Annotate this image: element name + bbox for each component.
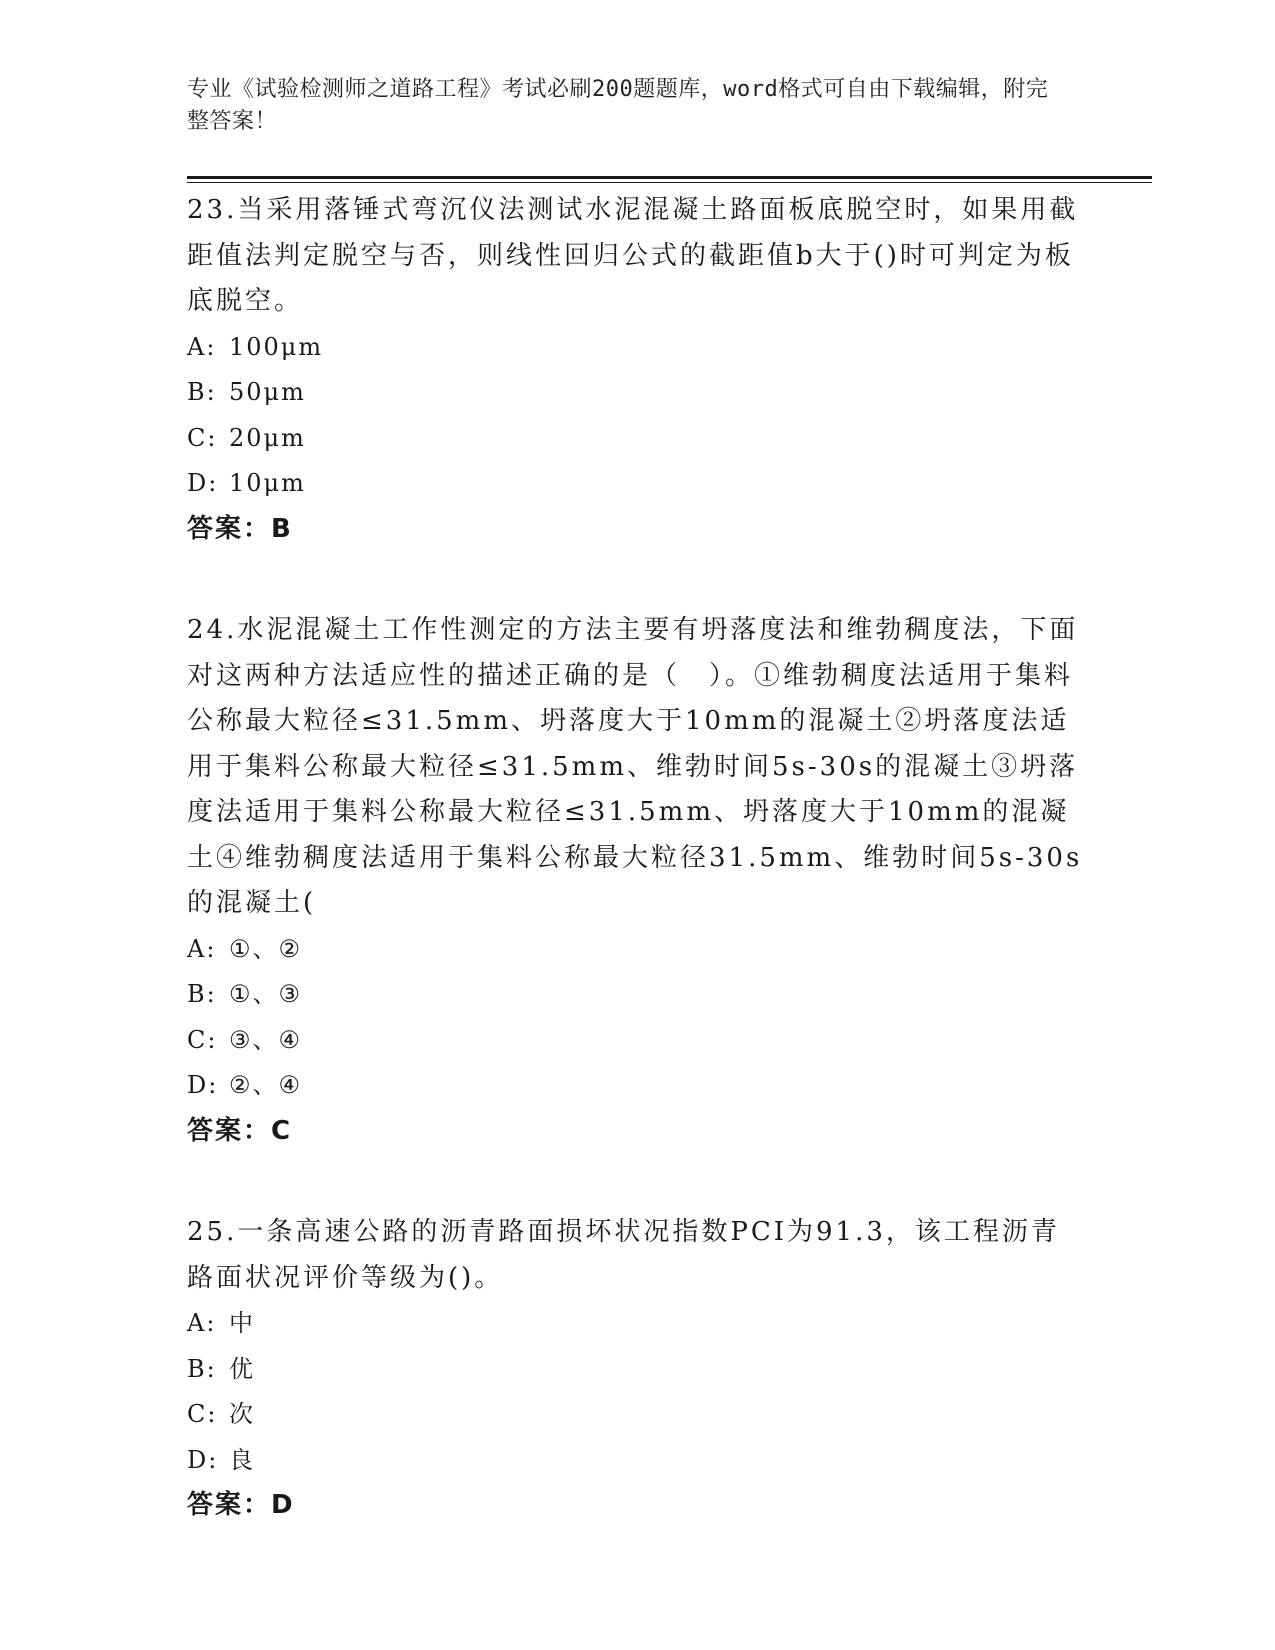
- option-letter: C:: [187, 1025, 218, 1054]
- option-b: [187, 1347, 1087, 1393]
- option-letter: A:: [187, 332, 217, 361]
- option-letter: D:: [187, 1071, 219, 1099]
- option-letter: C:: [187, 1400, 218, 1428]
- option-text: 良: [229, 1445, 255, 1474]
- header-divider-thick: [187, 176, 1152, 179]
- document-header: 专业《试验检测师之道路工程》考试必刷200题题库，word格式可自由下载编辑，附完整答案！: [187, 77, 1049, 134]
- question-23: [187, 188, 1087, 552]
- question-stem: 23.当采用落锤式弯沉仪法测试水泥混凝土路面板底脱空时，如果用截距值法判定脱空与否，则线性回归公式的截距值b大于()时可判定为板底脱空。: [187, 195, 1079, 316]
- answer-line: 答案：D: [187, 1490, 295, 1520]
- option-text: 优: [229, 1354, 255, 1383]
- option-text: 10μm: [229, 469, 306, 497]
- header-divider-thin: [187, 182, 1152, 183]
- option-letter: C:: [187, 423, 218, 452]
- option-letter: A:: [187, 1309, 217, 1337]
- option-text: ③、④: [229, 1025, 303, 1054]
- question-list: [187, 188, 1087, 1585]
- option-text: 50μm: [229, 378, 306, 406]
- question-stem: 25.一条高速公路的沥青路面损坏状况指数PCI为91.3，该工程沥青路面状况评价等级为()。: [187, 1217, 1060, 1293]
- option-a: [187, 1301, 1087, 1347]
- option-a: [187, 325, 1087, 371]
- question-24: [187, 608, 1087, 1154]
- option-text: 100μm: [229, 332, 324, 361]
- option-text: 中: [229, 1309, 255, 1337]
- option-c: [187, 1018, 1087, 1064]
- option-a: [187, 927, 1087, 973]
- option-letter: A:: [187, 934, 217, 963]
- option-text: 20μm: [229, 423, 306, 452]
- option-c: [187, 1392, 1087, 1438]
- option-c: [187, 416, 1087, 462]
- option-text: ①、③: [229, 980, 303, 1008]
- option-letter: B:: [187, 1354, 217, 1383]
- option-letter: D:: [187, 469, 219, 497]
- question-25: [187, 1210, 1087, 1529]
- option-b: [187, 370, 1087, 416]
- answer-line: 答案：C: [187, 1115, 293, 1146]
- option-text: ②、④: [229, 1071, 303, 1099]
- option-letter: D:: [187, 1445, 219, 1474]
- option-b: [187, 972, 1087, 1018]
- option-d: [187, 461, 1087, 507]
- option-d: [187, 1438, 1087, 1484]
- question-stem: 24.水泥混凝土工作性测定的方法主要有坍落度法和维勃稠度法，下面对这两种方法适应性的描述正确的是（ ）。①维勃稠度法适用于集料公称最大粒径≤31.5mm、坍落度大于10mm的混凝土②坍落度法适用于集料公称最大粒径≤31.5mm、维勃时间5s-30s的混凝土③坍落度法适用于集料公称最大粒径≤31.5mm、坍落度大于10mm的混凝土④维勃稠度法适用于集料公称最大粒径31.5mm、维勃时间5s-30s的混凝土(: [187, 615, 1083, 918]
- answer-line: 答案：B: [187, 513, 293, 544]
- option-text: ①、②: [229, 934, 303, 963]
- option-text: 次: [229, 1400, 255, 1428]
- option-d: [187, 1063, 1087, 1109]
- option-letter: B:: [187, 378, 217, 406]
- option-letter: B:: [187, 980, 217, 1008]
